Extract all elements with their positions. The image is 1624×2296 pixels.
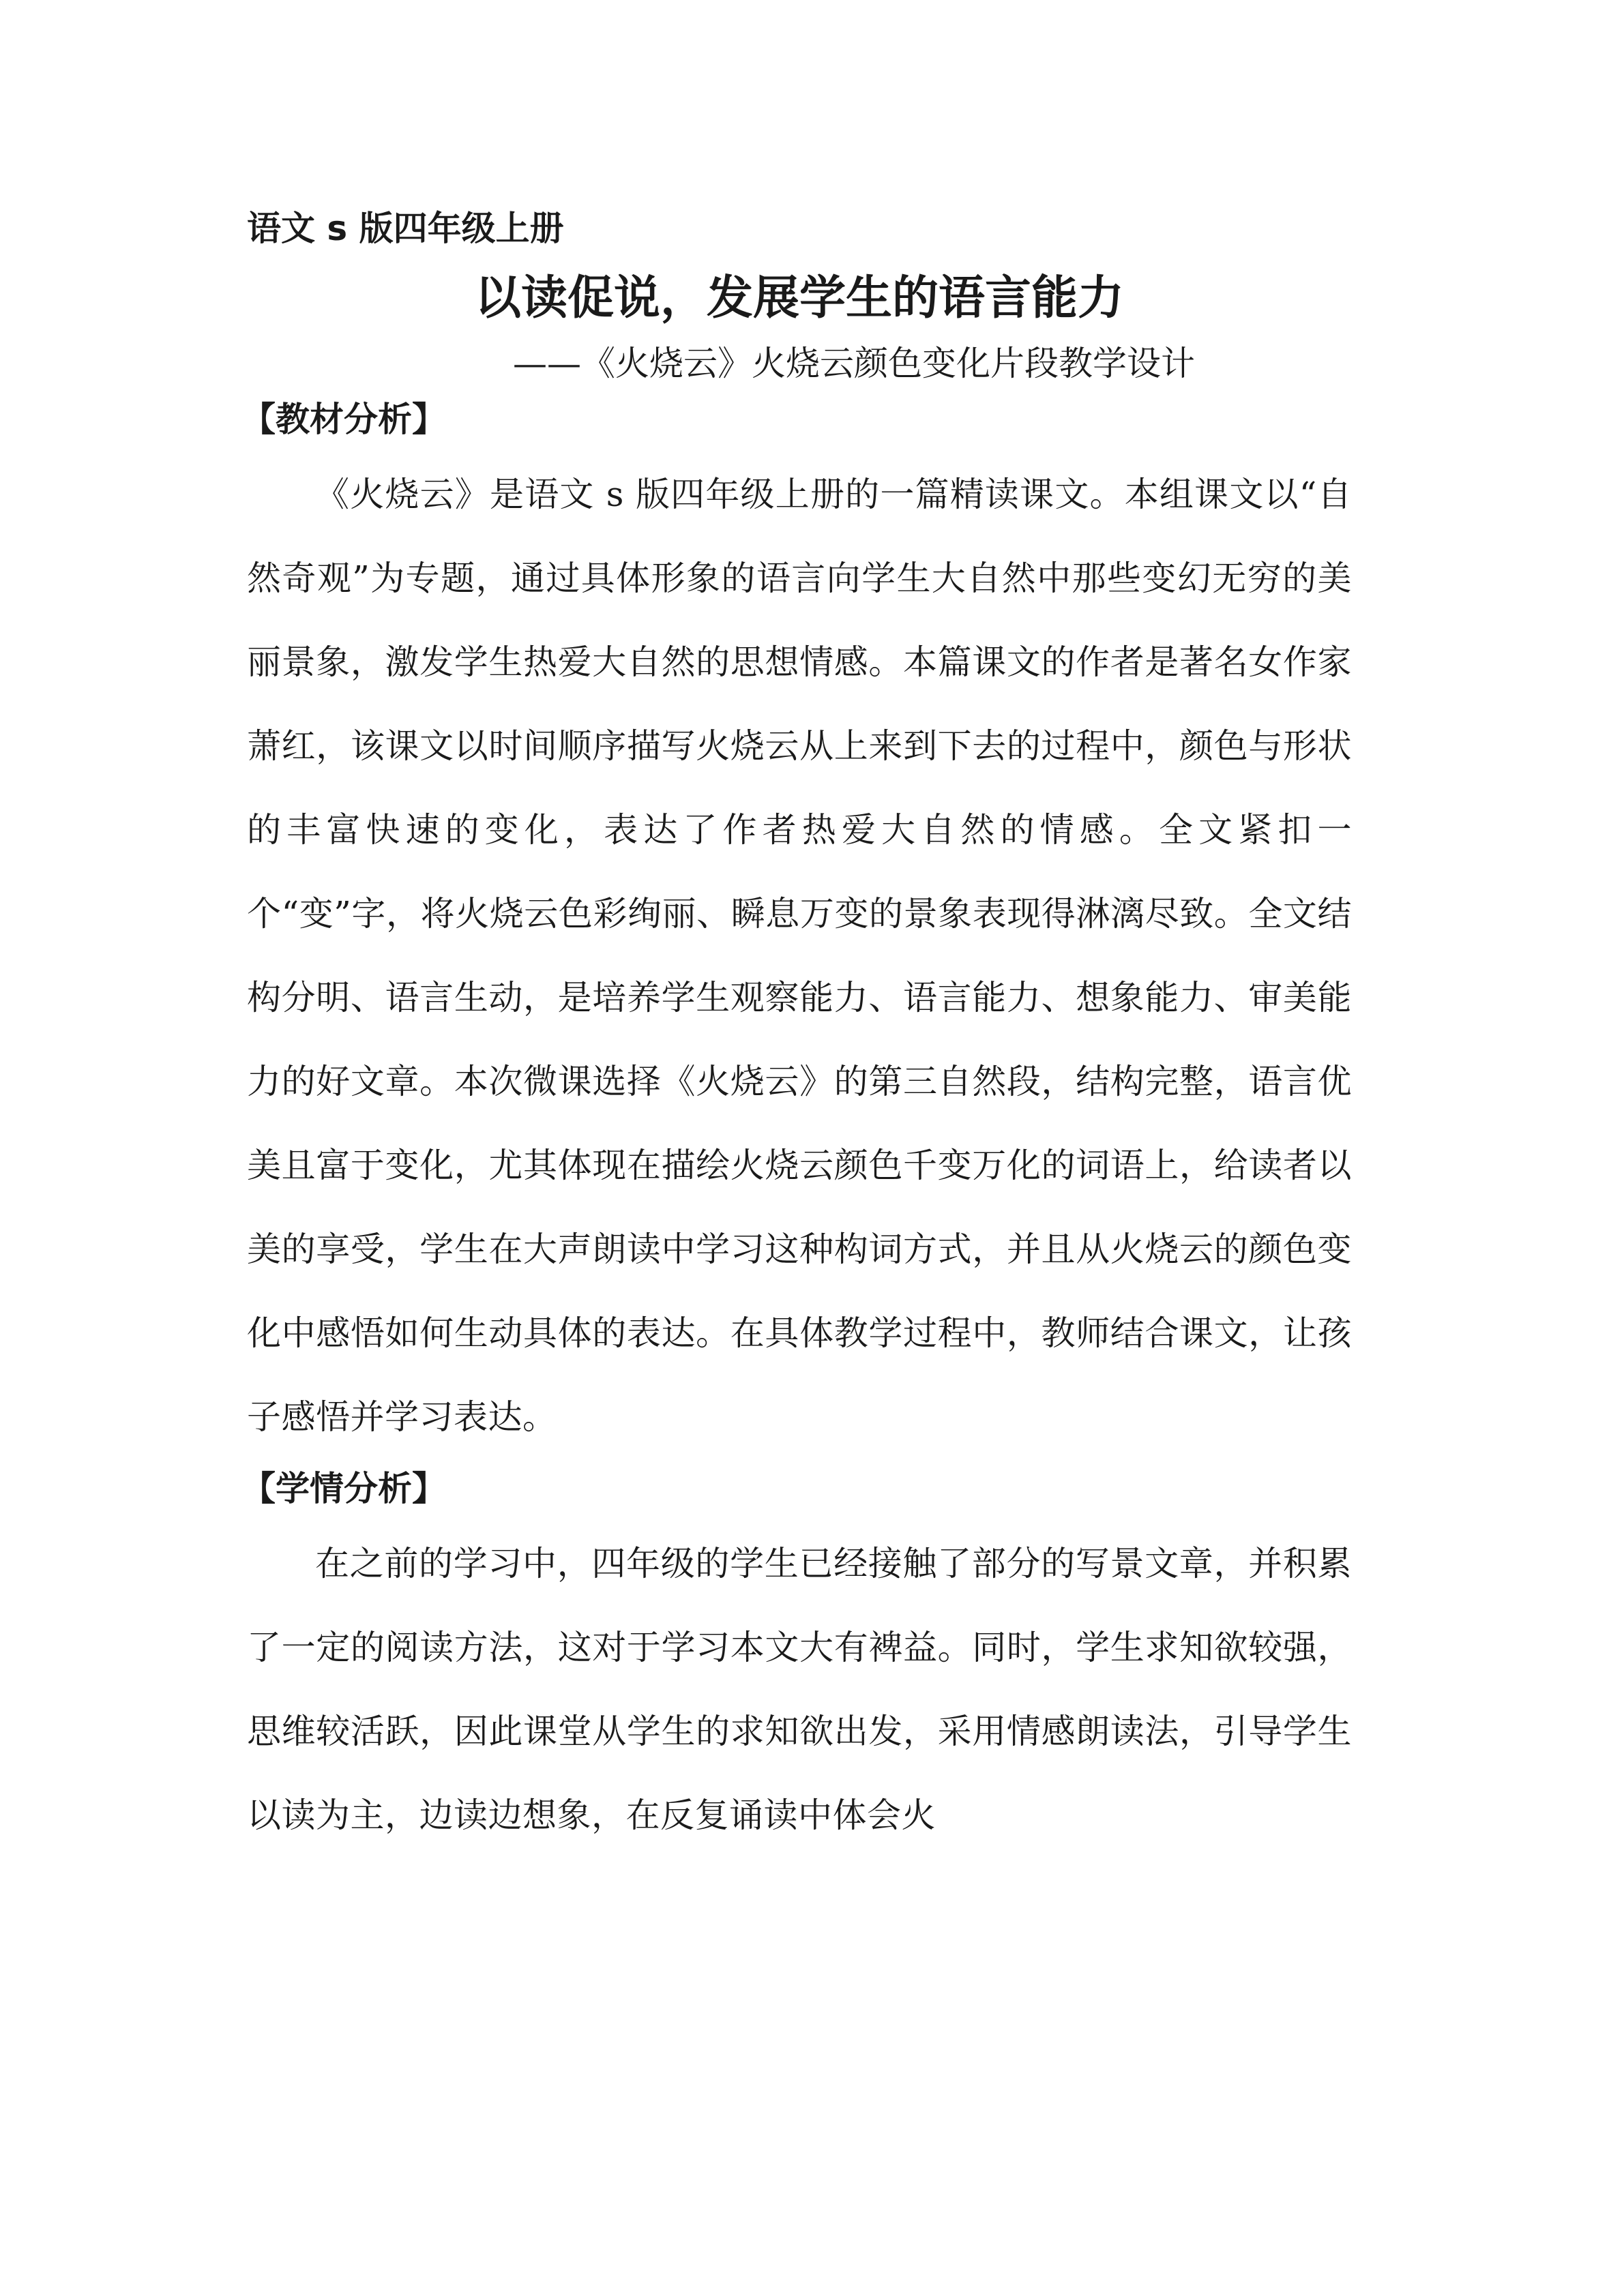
paragraph-material-analysis: 《火烧云》是语文 s 版四年级上册的一篇精读课文。本组课文以“自然奇观”为专题，通过具体形象的语言向学生大自然中那些变幻无穷的美丽景象，激发学生热爱大自然的思想情感。本篇课文的作者是著名女作家萧红，该课文以时间顺序描写火烧云从上来到下去的过程中，颜色与形状的丰富快速的变化，表达了作者热爱大自然的情感。全文紧扣一个“变”字，将火烧云色彩绚丽、瞬息万变的景象表现得淋漓尽致。全文结构分明、语言生动，是培养学生观察能力、语言能力、想象能力、审美能力的好文章。本次微课选择《火烧云》的第三自然段，结构完整，语言优美且富于变化，尤其体现在描绘火烧云颜色千变万化的词语上，给读者以美的享受，学生在大声朗读中学习这种构词方式，并且从火烧云的颜色变化中感悟如何生动具体的表达。在具体教学过程中，教师结合课文，让孩子感悟并学习表达。 xyxy=(247,475,1352,1437)
main-title: 以读促说，发展学生的语言能力 xyxy=(474,271,1124,325)
textbook-label: 语文 s 版四年级上册 xyxy=(247,209,564,248)
subtitle: ——《火烧云》火烧云颜色变化片段教学设计 xyxy=(513,344,1195,383)
section-heading-student-analysis: 【学情分析】 xyxy=(241,1469,446,1508)
document-page xyxy=(241,205,1352,1858)
section-heading-material-analysis: 【教材分析】 xyxy=(241,400,446,439)
paragraph-student-analysis: 在之前的学习中，四年级的学生已经接触了部分的写景文章，并积累了一定的阅读方法，这对于学习本文大有裨益。同时，学生求知欲较强，思维较活跃，因此课堂从学生的求知欲出发，采用情感朗读法，引导学生以读为主，边读边想象，在反复诵读中体会火 xyxy=(247,1544,1352,1835)
